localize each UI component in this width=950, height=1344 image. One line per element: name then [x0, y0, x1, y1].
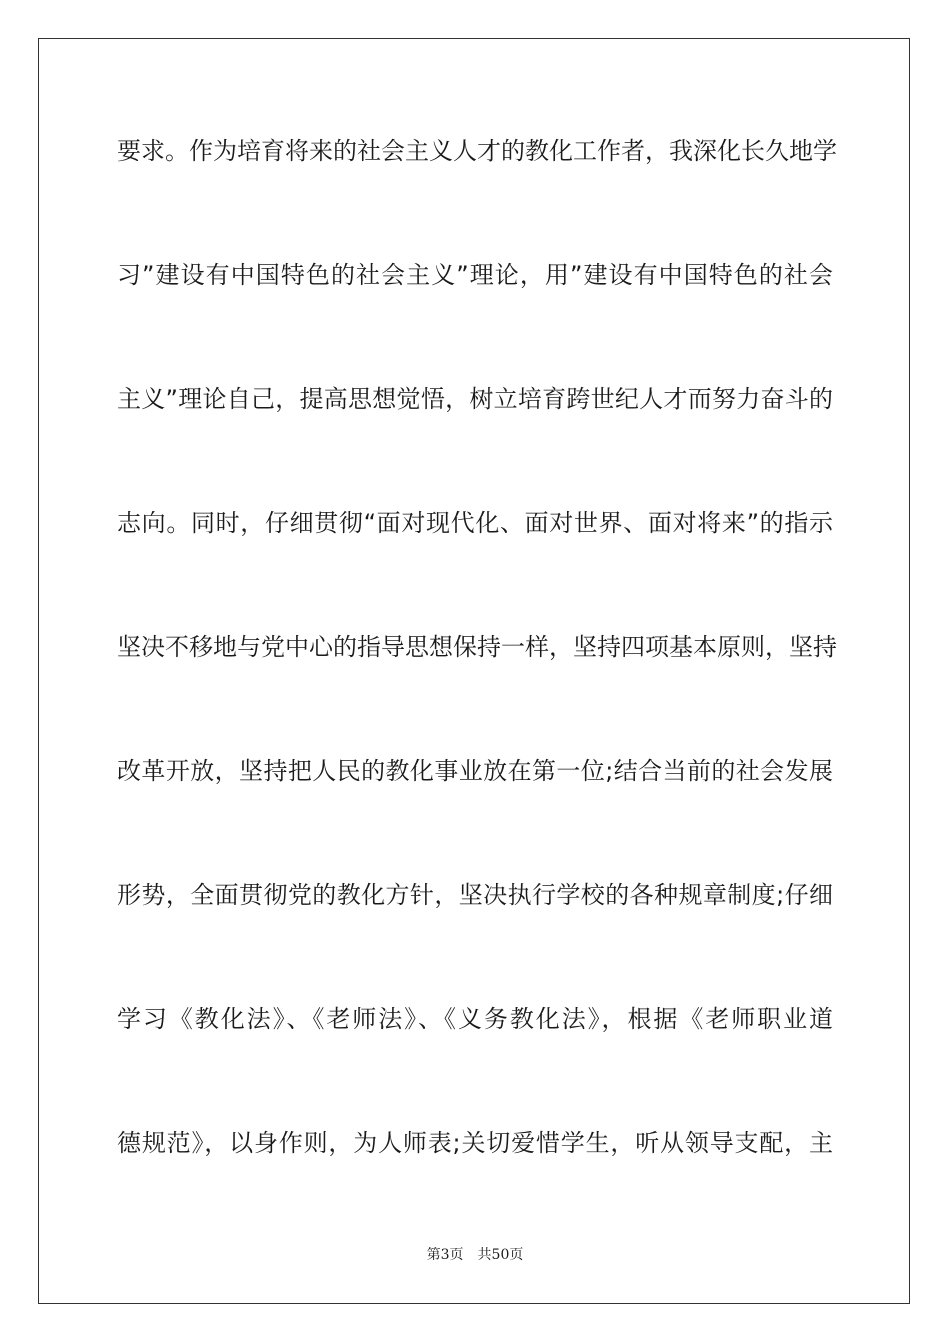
page-footer: [0, 1245, 950, 1265]
body-line-6: 改革开放，坚持把人民的教化事业放在第一位;结合当前的社会发展: [117, 757, 833, 785]
body-line-9: 德规范》，以身作则，为人师表;关切爱惜学生，听从领导支配，主: [117, 1129, 833, 1157]
body-line-1: 要求。作为培育将来的社会主义人才的教化工作者，我深化长久地学: [117, 137, 837, 165]
body-line-5: 坚决不移地与党中心的指导思想保持一样，坚持四项基本原则，坚持: [117, 633, 837, 661]
page-total: 共50页: [477, 1247, 524, 1263]
page-number: 第3页: [426, 1247, 464, 1263]
body-line-2: 习”建设有中国特色的社会主义”理论，用”建设有中国特色的社会: [117, 261, 833, 289]
body-line-3: 主义”理论自己，提高思想觉悟，树立培育跨世纪人才而努力奋斗的: [117, 385, 833, 413]
body-line-7: 形势，全面贯彻党的教化方针，坚决执行学校的各种规章制度;仔细: [117, 881, 833, 909]
body-line-4: 志向。同时，仔细贯彻“面对现代化、面对世界、面对将来”的指示: [117, 509, 833, 537]
body-line-8: 学习《教化法》、《老师法》、《义务教化法》，根据《老师职业道: [117, 1005, 833, 1033]
page-border: [38, 38, 910, 1304]
